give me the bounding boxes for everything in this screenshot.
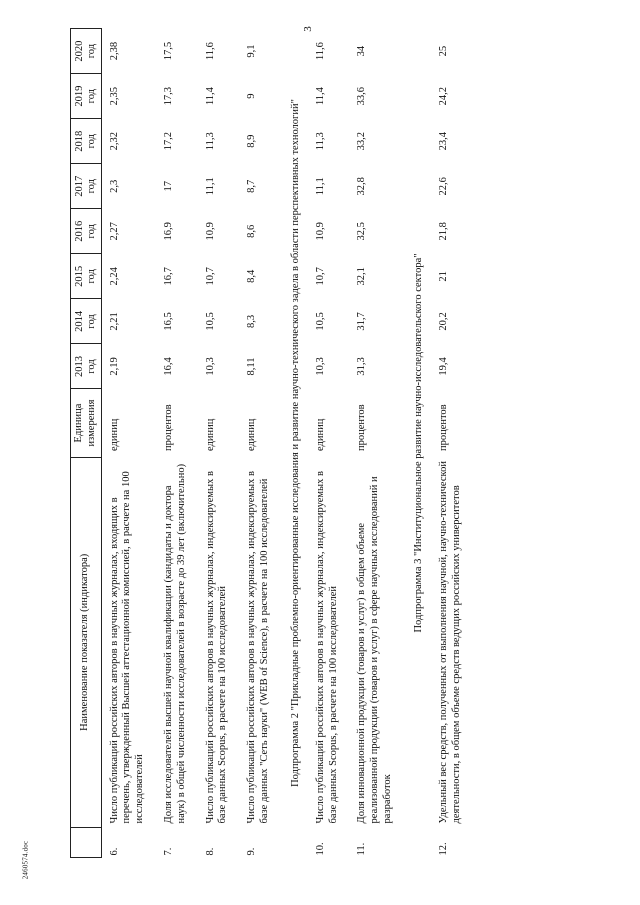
- value-2017: 2,3: [108, 179, 120, 193]
- unit-cell: процентов: [356, 404, 368, 452]
- table-row: [198, 29, 240, 858]
- value-2017: 11,1: [204, 177, 216, 196]
- value-2020: 17,5: [162, 41, 174, 61]
- subprogram-heading-row: [281, 29, 308, 858]
- value-2015: 10,7: [204, 267, 216, 286]
- value-2020: 11,6: [204, 42, 216, 61]
- table-row: [431, 29, 473, 858]
- value-2019: 2,35: [108, 86, 120, 106]
- value-2020: 25: [438, 45, 449, 57]
- value-2014: 10,5: [204, 312, 216, 331]
- header-unit: Единица измерения: [71, 389, 102, 457]
- indicators-table: [70, 28, 473, 858]
- value-2016: 21,8: [438, 222, 449, 241]
- value-2018: 23,4: [438, 132, 449, 151]
- table-row: [101, 29, 156, 858]
- value-2016: 8,6: [246, 224, 258, 238]
- value-2013: 10,3: [204, 357, 216, 376]
- unit-cell: единиц: [314, 418, 326, 452]
- unit-cell: процентов: [438, 404, 449, 452]
- value-2015: 32,1: [356, 267, 368, 286]
- value-2018: 11,3: [204, 132, 216, 151]
- value-2020: 11,6: [314, 42, 326, 61]
- header-year-2016: 2016 год: [71, 209, 102, 254]
- header-num: [71, 827, 102, 857]
- value-2016: 10,9: [204, 222, 216, 241]
- indicator-name: Число публикаций российских авторов в научных журналах, индексируемых в базе данных "Сеть науки" (WEB of Science), в расчете на 100 исследователей: [246, 471, 270, 824]
- document-id: [15, 825, 35, 895]
- value-2020: 34: [356, 45, 368, 57]
- value-2014: 2,21: [108, 312, 120, 331]
- value-2014: 31,7: [356, 312, 368, 331]
- indicator-name: Число публикаций российских авторов в научных журналах, индексируемых в базе данных Scopus, в расчете на 100 исследователей: [204, 471, 229, 824]
- value-2017: 32,8: [356, 177, 368, 196]
- value-2015: 8,4: [246, 269, 258, 283]
- indicator-name: Число публикаций российских авторов в научных журналах, индексируемых в базе данных Scopus, в расчете на 100 исследователей: [314, 471, 339, 824]
- value-2016: 16,9: [162, 222, 174, 241]
- value-2019: 33,6: [356, 86, 368, 106]
- value-2018: 17,2: [162, 132, 174, 151]
- value-2013: 8,11: [246, 357, 258, 376]
- unit-cell: единиц: [246, 418, 258, 452]
- value-2018: 2,32: [108, 132, 120, 151]
- header-year-2018: 2018 год: [71, 119, 102, 164]
- value-2016: 10,9: [314, 222, 326, 241]
- value-2018: 33,2: [356, 132, 368, 151]
- row-number: 6.: [108, 847, 120, 856]
- row-number: 10.: [314, 842, 326, 856]
- header-year-2014: 2014 год: [71, 299, 102, 344]
- value-2014: 8,3: [246, 314, 258, 328]
- header-row: [71, 29, 102, 858]
- subprogram-2-heading: Подпрограмма 2 "Прикладные проблемно-ориентированные исследования и развитие научно-технического задела в области перспективных технологий": [289, 99, 301, 787]
- document-id-text: 2460574.doc: [21, 840, 29, 880]
- header-year-2019: 2019 год: [71, 74, 102, 119]
- header-year-2017: 2017 год: [71, 164, 102, 209]
- value-2016: 2,27: [108, 222, 120, 241]
- row-number: 12.: [438, 842, 449, 856]
- value-2018: 8,9: [246, 134, 258, 148]
- value-2019: 9: [246, 93, 258, 99]
- value-2020: 9,1: [246, 44, 258, 58]
- unit-cell: единиц: [108, 418, 120, 452]
- value-2017: 8,7: [246, 179, 258, 193]
- value-2019: 24,2: [438, 86, 449, 106]
- value-2017: 11,1: [314, 177, 326, 196]
- row-number: 8.: [204, 847, 216, 856]
- value-2017: 22,6: [438, 177, 449, 196]
- landscape-content: [70, 28, 585, 858]
- header-name: Наименование показателя (индикатора): [71, 457, 102, 827]
- row-number: 9.: [246, 847, 258, 856]
- header-year-2013: 2013 год: [71, 344, 102, 389]
- value-2014: 16,5: [162, 312, 174, 331]
- table-row: [349, 29, 403, 858]
- value-2015: 2,24: [108, 267, 120, 286]
- indicator-name: Доля исследователей высшей научной квалификации (кандидаты и доктора наук) в общей численности исследователей в возрасте до 39 лет (включительно): [162, 463, 187, 824]
- value-2020: 2,38: [108, 41, 120, 61]
- value-2013: 2,19: [108, 357, 120, 376]
- indicator-name: Удельный вес средств, полученных от выполнения научной, научно-технической деятельности, в общем объеме средств ведущих российских университетов: [438, 461, 462, 824]
- unit-cell: процентов: [162, 404, 174, 452]
- value-2019: 11,4: [204, 87, 216, 106]
- table-row: [239, 29, 281, 858]
- value-2014: 10,5: [314, 312, 326, 331]
- header-year-2015: 2015 год: [71, 254, 102, 299]
- value-2018: 11,3: [314, 132, 326, 151]
- value-2016: 32,5: [356, 222, 368, 241]
- value-2013: 16,4: [162, 357, 174, 376]
- subprogram-3-heading: Подпрограмма 3 "Институциональное развитие научно-исследовательского сектора": [412, 253, 424, 633]
- indicator-name: Число публикаций российских авторов в научных журналах, входящих в перечень, утвержденный Высшей аттестационной комиссией, в расчете на 100 исследователей: [108, 471, 146, 824]
- value-2013: 31,3: [356, 357, 368, 376]
- value-2019: 17,3: [162, 86, 174, 106]
- page-number: 3: [302, 26, 314, 32]
- value-2017: 17: [162, 181, 174, 192]
- row-number: 11.: [356, 842, 368, 856]
- unit-cell: единиц: [204, 418, 216, 452]
- value-2014: 20,2: [438, 312, 449, 331]
- table-row: [308, 29, 350, 858]
- subprogram-heading-row: [404, 29, 431, 858]
- value-2013: 10,3: [314, 357, 326, 376]
- value-2013: 19,4: [438, 357, 449, 376]
- indicator-name: Доля инновационной продукции (товаров и услуг) в общем объеме реализованной продукции (товаров и услуг) в сфере научных исследований и разработок: [356, 476, 394, 824]
- value-2015: 16,7: [162, 267, 174, 286]
- table-row: [156, 29, 198, 858]
- value-2015: 21: [438, 271, 449, 282]
- header-year-2020: 2020 год: [71, 29, 102, 74]
- rotated-page: [70, 28, 585, 858]
- value-2019: 11,4: [314, 87, 326, 106]
- value-2015: 10,7: [314, 267, 326, 286]
- row-number: 7.: [162, 847, 174, 856]
